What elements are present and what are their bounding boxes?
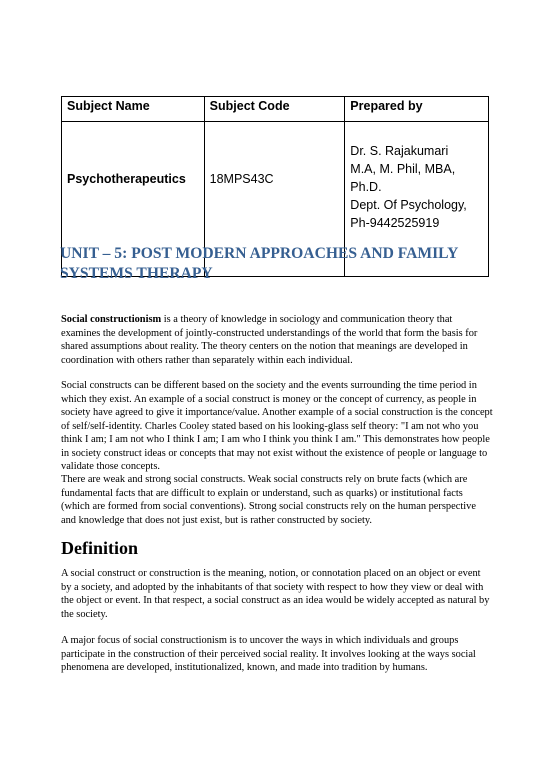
preparer-name: Dr. S. Rajakumari — [350, 144, 449, 158]
paragraph-weak-strong-constructs: There are weak and strong social constructs. Weak social constructs rely on brute facts (which are fundamental facts that are difficult to explain or understand, such as quarks) or institutional facts (which are formed from social conventions). Strong social constructs rely on the human perspective and knowledge that does not just exist, but is rather constructed by society. — [61, 474, 476, 526]
paragraph-definition: A social construct or construction is the meaning, notion, or connotation placed on an object or event by a society, and adopted by the inhabitants of that society with respect to how they view or deal with the object or event. In that respect, a social construct as an idea would be widely accepted as natural by the society. — [61, 568, 490, 620]
paragraph-social-constructionism — [61, 313, 493, 367]
header-subject-code: Subject Code — [204, 97, 345, 122]
header-prepared-by: Prepared by — [345, 97, 489, 122]
paragraph-social-constructs: Social constructs can be different based on the society and the events surrounding the time period in which they exist. An example of a social construct is money or the concept of currency, as people in society have agreed to give it importance/value. Another example of a social construction is the concept of self/self-identity. Charles Cooley stated based on his looking-glass self theory: "I am not who you think I am; I am not who I think I am; I am who I think you think I am." This demonstrates how people in society construct ideas or concepts that may not exist without the existence of people or language to validate those concepts. — [61, 380, 493, 472]
subject-name-cell: Psychotherapeutics — [62, 122, 205, 277]
preparer-degrees: M.A, M. Phil, MBA, — [350, 162, 456, 176]
preparer-department: Dept. Of Psychology, — [350, 198, 467, 212]
table-header-row — [62, 97, 489, 122]
definition-heading: Definition — [61, 538, 139, 558]
preparer-degrees-cont: Ph.D. — [350, 180, 382, 194]
unit-title: UNIT – 5: POST MODERN APPROACHES AND FAMILY SYSTEMS THERAPY — [60, 245, 458, 282]
paragraph-major-focus: A major focus of social constructionism is to uncover the ways in which individuals and groups participate in the construction of their perceived social reality. It involves looking at the ways social phenomena are developed, institutionalized, known, and made into tradition by humans. — [61, 635, 476, 673]
preparer-phone: Ph-9442525919 — [350, 216, 440, 230]
paragraph-text: is a theory of knowledge in sociology and communication theory that examines the development of jointly-constructed understandings of the world that form the basis for shared assumptions about reality. The theory centers on the notion that meanings are developed in coordination with others rather than separately within each individual. — [61, 314, 478, 366]
term-social-constructionism: Social constructionism — [61, 314, 162, 325]
subject-code-cell: 18MPS43C — [204, 122, 345, 277]
header-subject-name: Subject Name — [62, 97, 205, 122]
